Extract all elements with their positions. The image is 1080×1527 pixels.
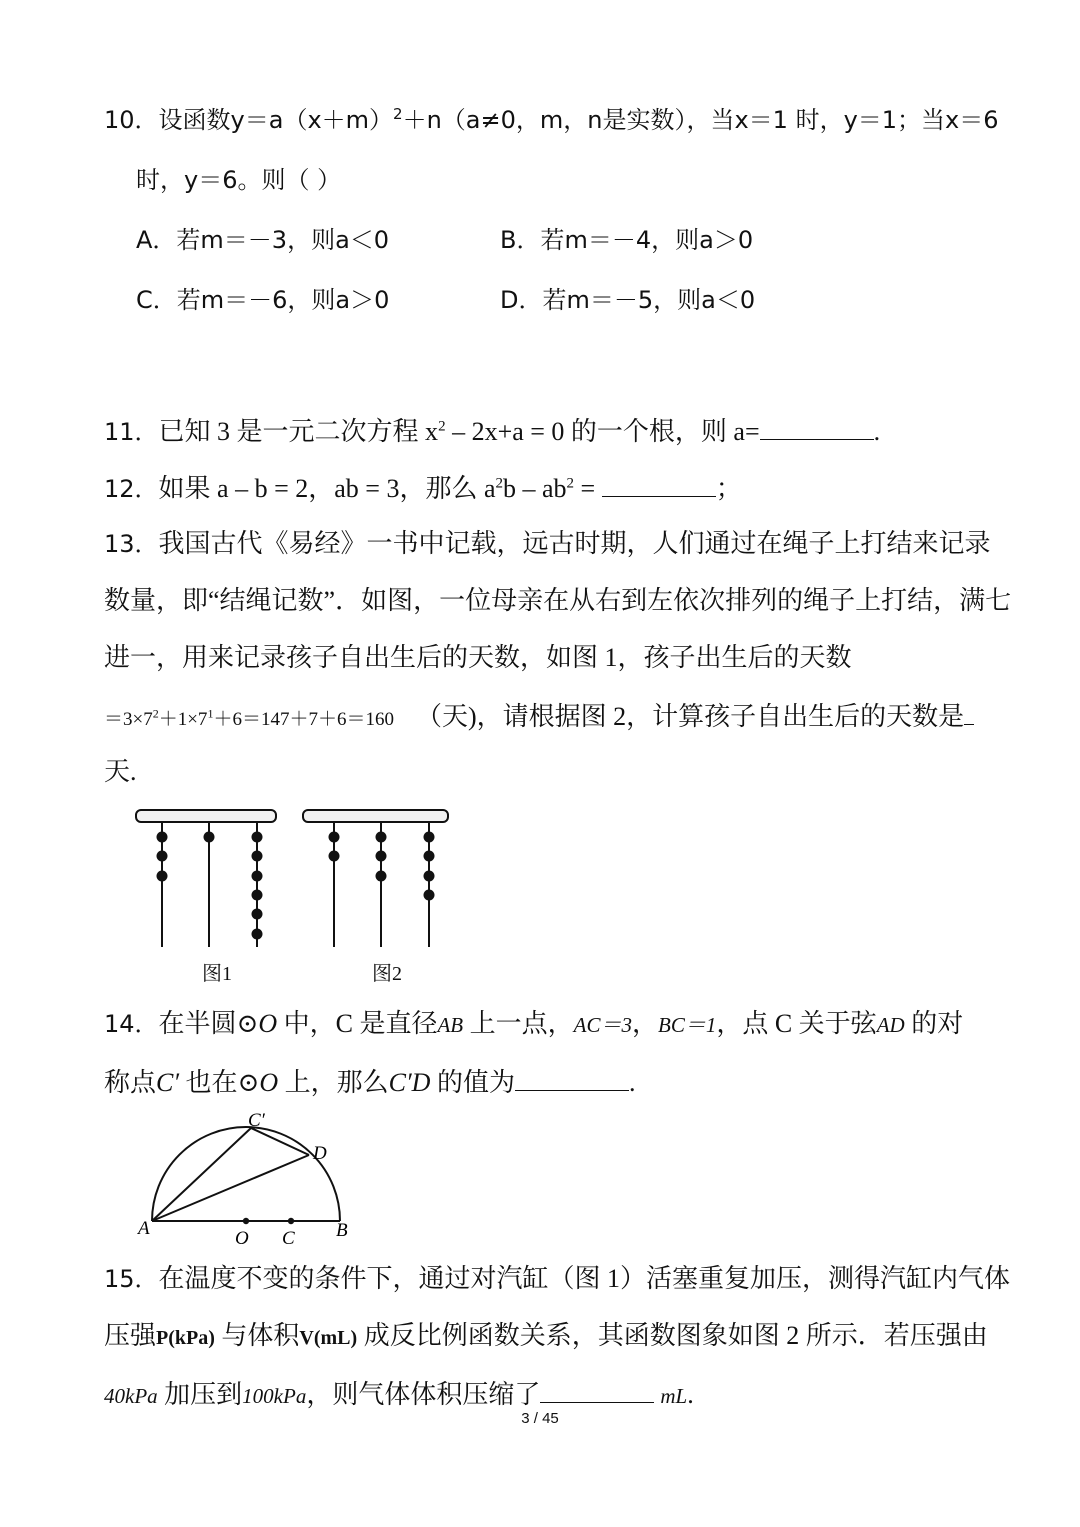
q10-line1 [104, 105, 999, 134]
knot [157, 832, 168, 843]
q10-number: 10． [104, 106, 159, 134]
q15-unit: mL [660, 1384, 688, 1408]
q14-ab: AB [437, 1013, 464, 1037]
q15-text-7: . [687, 1380, 694, 1409]
q10-line2: 时，y＝6。则（ ） [136, 166, 342, 194]
q13-formula-sup1: 2 [152, 706, 159, 721]
knot [376, 871, 387, 882]
knot [204, 832, 215, 843]
knot [376, 851, 387, 862]
q13-formula-a: ＝3×7 [104, 709, 153, 730]
chord-ac-prime [152, 1128, 251, 1221]
q13-text-4: （天)，请根据图 2，计算孩子自出生后的天数是 [415, 702, 965, 731]
fig1-label: 图1 [202, 963, 232, 985]
q14-text-6: 的对 [904, 1009, 964, 1038]
label-o: O [235, 1228, 249, 1248]
q13-line1 [104, 531, 991, 557]
q10-option-d: D．若m＝－5，则a＜0 [500, 286, 756, 314]
q14-text-8: 也在⊙ [179, 1068, 260, 1097]
q15-text-1: 在温度不变的条件下，通过对汽缸（图 1）活塞重复加压，测得汽缸内气体 [158, 1264, 1011, 1293]
q14-text-10: 的值为 [430, 1068, 515, 1097]
q13-answer-blank[interactable] [964, 702, 974, 725]
q15-line2 [104, 1323, 988, 1349]
q14-c-prime: C′ [156, 1068, 180, 1097]
q12-text-d: ； [715, 474, 742, 503]
q13-line3: 进一，用来记录孩子自出生后的天数，如图 1，孩子出生后的天数 [104, 643, 852, 672]
q15-answer-blank[interactable] [540, 1380, 654, 1403]
q11-answer-blank[interactable] [760, 417, 874, 440]
q15-pressure-100: 100kPa [242, 1384, 307, 1408]
knot [424, 851, 435, 862]
q13-formula-sup2: 1 [207, 706, 214, 721]
knot [252, 851, 263, 862]
q14-line1 [104, 1011, 963, 1037]
q13-line2: 数量，即“结绳记数”．如图，一位母亲在从右到左依次排列的绳子上打结，满七 [104, 586, 1012, 615]
q14-text-3: 上一点， [463, 1009, 574, 1038]
knot [424, 871, 435, 882]
q12-superscript-1: 2 [495, 475, 503, 492]
q12-number: 12． [104, 475, 159, 503]
knot [252, 929, 263, 940]
knot [157, 851, 168, 862]
label-c: C [282, 1228, 295, 1248]
q10-option-b: B．若m＝－4，则a＞0 [500, 226, 754, 254]
q12-line [104, 474, 742, 502]
knot [252, 909, 263, 920]
q14-text-4: ， [631, 1009, 658, 1038]
q14-text-9: 上，那么 [278, 1068, 389, 1097]
segment-cprime-d [251, 1128, 309, 1155]
q13-formula-c: ＋6＝147＋7＋6＝160 [213, 709, 394, 730]
knot [376, 832, 387, 843]
q15-text-6: ，则气体体积压缩了 [306, 1380, 541, 1409]
q15-pressure-40: 40kPa [104, 1384, 158, 1408]
q13-formula [104, 706, 394, 730]
q14-bc: BC＝1 [658, 1013, 717, 1037]
q14-cprime-d: C′D [388, 1068, 431, 1097]
q14-number: 14． [104, 1010, 159, 1038]
label-a: A [138, 1218, 150, 1239]
chord-ad [152, 1155, 309, 1221]
q15-pressure-var: P(kPa) [156, 1327, 215, 1349]
semicircle-arc [152, 1127, 340, 1221]
q15-number: 15． [104, 1265, 159, 1293]
knot [424, 832, 435, 843]
q14-text-5: ，点 C 关于弦 [716, 1009, 877, 1038]
knot-rope-figures [130, 805, 460, 955]
q11-text-c: . [873, 417, 881, 446]
q14-circle-o: O [258, 1009, 278, 1038]
q15-line3 [104, 1380, 694, 1408]
fig2-label: 图2 [372, 963, 402, 985]
q11-superscript: 2 [438, 418, 446, 435]
q14-line2 [104, 1068, 635, 1096]
q13-number: 13． [104, 530, 159, 558]
knot [252, 871, 263, 882]
q11-line [104, 417, 880, 445]
label-d: D [313, 1143, 327, 1164]
q13-text-1: 我国古代《易经》一书中记载，远古时期，人们通过在绳子上打结来记录 [158, 529, 991, 558]
semicircle-figure [130, 1108, 370, 1248]
q12-text-b: b – ab [503, 474, 567, 503]
q14-circle-o-2: O [259, 1068, 279, 1097]
q15-volume-var: V(mL) [299, 1327, 358, 1349]
q11-text-a: 已知 3 是一元二次方程 x [158, 417, 439, 446]
q13-line5: 天. [104, 757, 137, 786]
fig1-rod [136, 810, 276, 822]
q14-text-7: 称点 [104, 1068, 157, 1097]
q14-text-2: 中，C 是直径 [277, 1009, 438, 1038]
label-b: B [336, 1220, 348, 1241]
q15-text-5: 加压到 [157, 1380, 243, 1409]
q10-superscript: 2 [393, 105, 403, 123]
page-number: 3 / 45 [521, 1410, 559, 1427]
knot [252, 832, 263, 843]
q11-text-b: – 2x+a = 0 的一个根，则 a= [445, 417, 760, 446]
q10-text-b: ＋n（a≠0，m，n是实数），当x＝1 时，y＝1；当x＝6 [402, 106, 999, 134]
point-c [288, 1218, 294, 1224]
fig2-rod [303, 810, 448, 822]
q10-option-c: C．若m＝－6，则a＞0 [136, 286, 390, 314]
q10-text-a: 设函数y＝a（x＋m） [158, 106, 394, 134]
q14-text-11: . [628, 1068, 636, 1097]
q15-text-2: 压强 [104, 1321, 157, 1350]
q13-line4 [104, 702, 974, 730]
q10-option-a: A．若m＝－3，则a＜0 [136, 226, 390, 254]
knot [329, 851, 340, 862]
q15-text-4: 成反比例函数关系，其函数图象如图 2 所示．若压强由 [357, 1321, 988, 1350]
q11-number: 11． [104, 418, 159, 446]
q12-answer-blank[interactable] [602, 474, 716, 497]
q15-line1 [104, 1266, 1010, 1292]
point-o [243, 1218, 249, 1224]
q14-ad: AD [876, 1013, 905, 1037]
knot [157, 871, 168, 882]
q12-text-c: = [574, 474, 602, 503]
q15-text-3: 与体积 [214, 1321, 300, 1350]
q12-text-a: 如果 a – b = 2，ab = 3，那么 a [158, 474, 496, 503]
q13-formula-b: ＋1×7 [158, 709, 208, 730]
label-c-prime: C′ [248, 1110, 265, 1131]
knot [424, 890, 435, 901]
knot [329, 832, 340, 843]
q14-ac: AC＝3 [573, 1013, 632, 1037]
q14-text-1: 在半圆⊙ [158, 1009, 259, 1038]
knot [252, 890, 263, 901]
q14-answer-blank[interactable] [515, 1068, 629, 1091]
q12-superscript-2: 2 [566, 475, 575, 492]
